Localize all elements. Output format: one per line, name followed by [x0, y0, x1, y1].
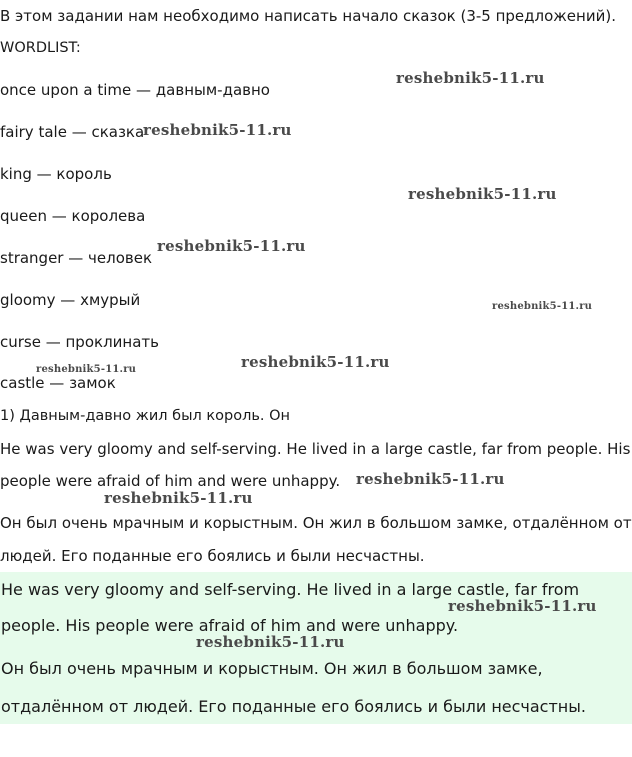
example-intro: 1) Давным-давно жил был король. Он	[0, 408, 291, 424]
wordlist-item: fairy tale — сказка	[0, 123, 145, 141]
wordlist-title: WORDLIST:	[0, 40, 81, 56]
watermark: reshebnik5-11.ru	[448, 597, 597, 615]
example-ru-line: Он был очень мрачным и корыстным. Он жил в большом замке, отдалённом от	[0, 514, 632, 532]
watermark: reshebnik5-11.ru	[196, 633, 345, 651]
task-text: В этом задании нам необходимо написать начало сказок (3-5 предложений).	[0, 7, 616, 25]
example-en-line: people were afraid of him and were unhappy.	[0, 472, 341, 490]
example-ru-line: людей. Его поданные его боялись и были несчастны.	[0, 547, 425, 565]
watermark: reshebnik5-11.ru	[104, 489, 253, 507]
wordlist-item: stranger — человек	[0, 249, 152, 267]
wordlist-item: once upon a time — давным-давно	[0, 81, 270, 99]
example-en-line: He was very gloomy and self-serving. He lived in a large castle, far from people. His	[0, 440, 631, 458]
wordlist-item: king — король	[0, 165, 112, 183]
answer-en-line: He was very gloomy and self-serving. He lived in a large castle, far from	[1, 580, 580, 599]
wordlist-item: gloomy — хмурый	[0, 291, 141, 309]
watermark: reshebnik5-11.ru	[492, 301, 593, 312]
watermark: reshebnik5-11.ru	[157, 237, 306, 255]
wordlist-item: curse — проклинать	[0, 333, 159, 351]
watermark: reshebnik5-11.ru	[396, 69, 545, 87]
answer-en-line: people. His people were afraid of him and were unhappy.	[1, 616, 459, 635]
watermark: reshebnik5-11.ru	[143, 121, 292, 139]
answer-ru-line: Он был очень мрачным и корыстным. Он жил в большом замке,	[1, 659, 543, 678]
watermark: reshebnik5-11.ru	[241, 353, 390, 371]
wordlist-item: queen — королева	[0, 207, 146, 225]
watermark: reshebnik5-11.ru	[36, 364, 137, 375]
watermark: reshebnik5-11.ru	[408, 185, 557, 203]
wordlist-item: castle — замок	[0, 374, 116, 392]
answer-ru-line: отдалённом от людей. Его поданные его боялись и были несчастны.	[1, 697, 586, 716]
watermark: reshebnik5-11.ru	[356, 470, 505, 488]
